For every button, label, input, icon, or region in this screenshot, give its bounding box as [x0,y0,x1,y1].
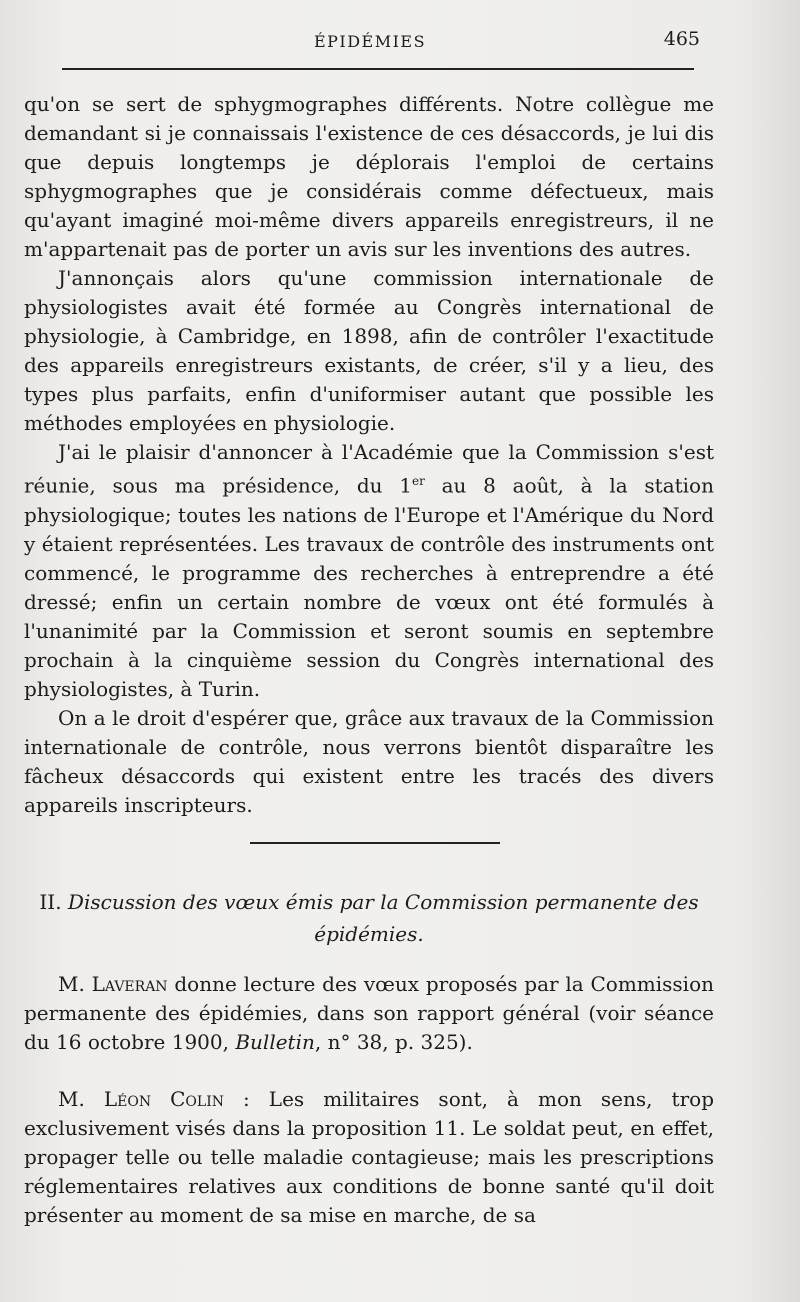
section-title: Discussion des vœux émis par la Commission permanente des épidémies. [67,889,699,946]
laveran-text-a: donne lecture des vœux proposés par la Commission permanente des épidémies, dans son rapport général (voir séance du 16 octobre 1900, [24,971,714,1054]
speaker-colin: M. Léon Colin [58,1086,224,1111]
section-divider [250,842,500,844]
section-heading [24,886,714,950]
paragraph-commission-internationale: J'annonçais alors qu'une commission internationale de physiologistes avait été formée au Congrès international de physiologie, à Cambridge, en 1898, afin de contrôler l'exactitude des appareils enregistreurs existants, de créer, s'il y a lieu, des types plus parfaits, enfin d'uniformiser autant que possible les méthodes employées en physiologie. [24,266,714,435]
speaker-laveran: M. Laveran [58,971,168,996]
section-number: II. [39,889,62,914]
paragraph-commission-reunie-part1: J'ai le plaisir d'annoncer à l'Académie que la Commission s'est réunie, sous ma présidence, du 1 [24,440,714,498]
laveran-text-b: , n° 38, p. 325). [314,1029,473,1054]
paragraph-commission-reunie-part2: au 8 août, à la station physiologique; toutes les nations de l'Europe et l'Amérique du Nord y étaient représentées. Les travaux de contrôle des instruments ont commencé, le programme des recherches à entreprendre a été dressé; enfin un certain nombre de vœux ont été formulés à l'unanimité par la Commission et seront soumis en septembre prochain à la cinquième session du Congrès international des physiologistes, à Turin. [24,473,714,701]
bulletin-reference: Bulletin [235,1029,315,1054]
running-head: ÉPIDÉMIES [313,32,427,51]
page-body [24,90,714,1230]
page-number: 465 [663,28,700,50]
page-header [30,28,710,54]
paragraph-sphygmographes: qu'on se sert de sphygmographes différents. Notre collègue me demandant si je connaissais l'existence de ces désaccords, je lui dis que depuis longtemps je déplorais l'emploi de certains sphygmographes que je considérais comme défectueux, mais qu'ayant imaginé moi-même divers appareils enregistreurs, il ne m'appartenait pas de porter un avis sur les inventions des autres. [24,92,714,261]
paragraph-commission-reunie [24,438,714,704]
paragraph-colin [24,1085,714,1230]
ordinal-superscript: er [412,474,425,488]
header-rule [62,68,694,70]
colin-text: : Les militaires sont, à mon sens, trop exclusivement visés dans la proposition 11. Le soldat peut, en effet, propager telle ou telle maladie contagieuse; mais les prescriptions réglementaires relatives aux conditions de bonne santé qu'il doit présenter au moment de sa mise en marche, de sa [24,1086,714,1227]
paragraph-laveran [24,970,714,1057]
paragraph-esperer: On a le droit d'espérer que, grâce aux travaux de la Commission internationale de contrôle, nous verrons bientôt disparaître les fâcheux désaccords qui existent entre les tracés des divers appareils inscripteurs. [24,705,714,817]
